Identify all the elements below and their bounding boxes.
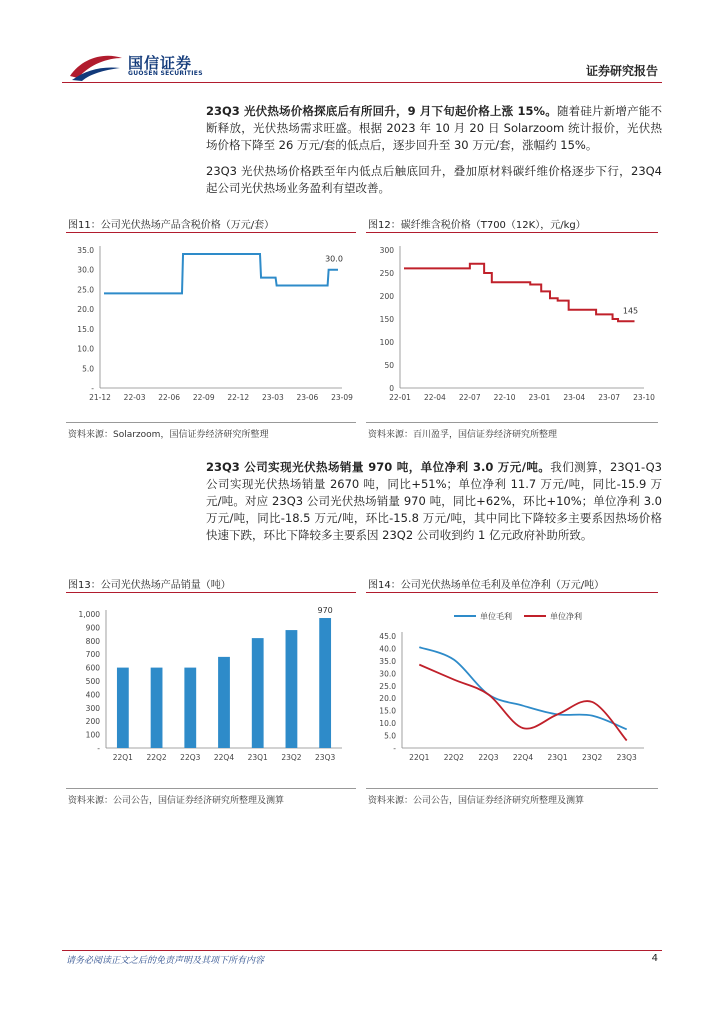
fig11-x-tick-label: 22-03 (123, 393, 146, 402)
paragraph-sales-volume (206, 459, 662, 544)
fig11-x-tick-label: 23-03 (261, 393, 284, 402)
fig14-y-tick-label: 25.0 (379, 681, 396, 691)
fig13-bar (319, 618, 331, 748)
fig12-y-tick-label: 50 (384, 361, 394, 370)
fig12-y-tick-label: 0 (389, 384, 394, 393)
fig11-x-tick-label: 23-09 (331, 393, 353, 402)
fig13-y-tick-label: 300 (85, 703, 100, 713)
fig14-x-tick-label: 23Q2 (582, 753, 603, 762)
fig12-x-tick-label: 23-01 (528, 393, 551, 402)
fig14-series-line-2 (419, 665, 626, 741)
fig13-x-tick-label: 22Q2 (146, 753, 167, 762)
page-number: 4 (651, 953, 658, 964)
fig11-source-rule (66, 422, 356, 423)
fig13-title: 图13：公司光伏热场产品销量（吨） (68, 580, 231, 591)
paragraph-body: 我们测算，23Q1-Q3 公司实现光伏热场销量 2670 吨，同比+51%；单位净利 11.7 万元/吨，同比-15.9 万元/吨。对应 23Q3 公司光伏热场销量 970 吨，同比+62%，环比+10%；单位净利 3.0 万元/吨，同比-18.5 万元/吨，环比-15.8 万元/吨，其中同比下降较多主要系因热场价格快速下跌，环比下降较多主要系因 23Q2 公司收到约 1 亿元政府补助所致。 (206, 460, 662, 542)
fig13-y-tick-label: 600 (85, 663, 100, 673)
fig13-x-tick-label: 23Q3 (315, 753, 336, 762)
paragraph-lead: 23Q3 公司实现光伏热场销量 970 吨，单位净利 3.0 万元/吨。 (206, 460, 551, 474)
fig13-y-tick-label: 700 (85, 650, 100, 660)
fig12-series-line (404, 264, 635, 322)
header-divider (62, 82, 662, 83)
fig13-y-tick-label: 500 (85, 677, 100, 686)
paragraph-price-rebound (206, 103, 662, 154)
fig11-x-tick-label: 22-12 (227, 393, 250, 402)
fig11-y-tick-label: 20.0 (77, 305, 94, 315)
fig14-y-tick-label: 45.0 (379, 632, 396, 641)
fig11-title-rule (66, 232, 356, 233)
fig13-source: 资料来源：公司公告，国信证券经济研究所整理及测算 (68, 796, 285, 806)
fig14-y-tick-label: 5.0 (384, 731, 396, 741)
fig13-bar (117, 668, 129, 748)
paragraph-body: 随着硅片新增产能不断释放，光伏热场需求旺盛。根据 2023 年 10 月 20 日 Solarzoom 统计报价，光伏热场价格下降至 26 万元/套的低点后，逐步回升至 30 万元/套，涨幅约 15%。 (206, 104, 662, 152)
fig14-y-tick-label: 35.0 (379, 656, 396, 666)
fig13-x-tick-label: 22Q1 (112, 753, 133, 762)
fig11-title: 图11：公司光伏热场产品含税价格（万元/套） (68, 220, 275, 231)
fig14-x-tick-label: 22Q3 (478, 753, 499, 762)
fig12-source: 资料来源：百川盈孚，国信证券经济研究所整理 (368, 430, 558, 440)
paragraph-lead: 23Q3 光伏热场价格探底后有所回升，9 月下旬起价格上涨 15%。 (206, 104, 557, 118)
fig11-x-tick-label: 22-09 (192, 393, 215, 402)
fig11-y-tick-label: 30.0 (77, 265, 94, 275)
fig11-y-tick-label: 15.0 (77, 324, 94, 334)
fig11-y-tick-label: - (91, 384, 94, 393)
fig11-chart (66, 236, 356, 416)
fig14-title: 图14：公司光伏热场单位毛利及单位净利（万元/吨） (368, 580, 605, 591)
fig12-x-tick-label: 23-10 (633, 393, 655, 402)
fig12-x-tick-label: 22-04 (423, 393, 446, 402)
fig13-source-rule (66, 788, 356, 789)
fig12-x-tick-label: 22-10 (493, 393, 516, 402)
fig11-y-tick-label: 10.0 (77, 344, 94, 354)
fig12-title: 图12：碳纤维含税价格（T700（12K），元/kg） (368, 220, 586, 231)
fig13-title-rule (66, 592, 356, 593)
fig13-y-tick-label: - (97, 744, 100, 753)
fig14-y-tick-label: 40.0 (379, 644, 396, 654)
fig13-data-label: 970 (317, 606, 333, 616)
fig14-x-tick-label: 22Q2 (443, 753, 464, 762)
fig13-y-tick-label: 800 (85, 636, 100, 646)
fig14-chart (366, 596, 658, 776)
fig13-x-tick-label: 23Q1 (247, 753, 268, 762)
fig14-series-line-1 (419, 647, 626, 729)
fig12-x-tick-label: 22-07 (458, 393, 481, 402)
fig12-title-rule (366, 232, 658, 233)
fig11-series-line (104, 254, 338, 293)
fig13-y-tick-label: 400 (85, 690, 100, 700)
fig13-y-tick-label: 1,000 (78, 610, 100, 619)
fig14-title-rule (366, 592, 658, 593)
fig14-legend-label: 单位净利 (550, 612, 582, 621)
fig12-y-tick-label: 250 (379, 269, 394, 278)
fig14-source: 资料来源：公司公告，国信证券经济研究所整理及测算 (368, 796, 585, 806)
fig12-y-tick-label: 200 (379, 292, 394, 301)
fig14-y-tick-label: 20.0 (379, 694, 396, 704)
fig11-y-tick-label: 35.0 (77, 246, 94, 255)
fig14-y-tick-label: 15.0 (379, 706, 396, 716)
fig11-x-tick-label: 21-12 (89, 393, 111, 402)
fig14-y-tick-label: 10.0 (379, 719, 396, 729)
fig13-bar (184, 668, 196, 748)
fig12-y-tick-label: 100 (379, 338, 394, 347)
fig13-bar (218, 657, 230, 748)
fig13-x-tick-label: 22Q4 (213, 753, 235, 762)
fig14-y-tick-label: - (393, 744, 396, 753)
logo-mark-icon (68, 50, 124, 82)
fig11-data-label: 30.0 (325, 254, 343, 264)
fig14-x-tick-label: 23Q1 (547, 753, 568, 762)
fig14-source-rule (366, 788, 658, 789)
fig12-y-tick-label: 300 (379, 246, 394, 255)
logo-text-cn: 国信证券 (128, 54, 193, 72)
paragraph-outlook: 23Q3 光伏热场价格跌至年内低点后触底回升，叠加原材料碳纤维价格逐步下行，23Q4 起公司光伏热场业务盈利有望改善。 (206, 164, 662, 195)
footer-disclaimer: 请务必阅读正文之后的免责声明及其项下所有内容 (66, 956, 265, 966)
fig14-legend-label: 单位毛利 (480, 612, 512, 621)
fig14-x-tick-label: 22Q4 (512, 753, 534, 762)
fig13-y-tick-label: 900 (85, 623, 100, 633)
fig11-x-tick-label: 22-06 (158, 393, 181, 402)
fig12-y-tick-label: 150 (379, 315, 394, 324)
fig12-x-tick-label: 23-04 (563, 393, 586, 402)
fig13-chart (66, 596, 356, 776)
fig14-y-tick-label: 30.0 (379, 669, 396, 679)
fig13-y-tick-label: 100 (85, 730, 100, 740)
fig12-x-tick-label: 23-07 (598, 393, 621, 402)
fig14-x-tick-label: 23Q3 (616, 753, 637, 762)
report-type: 证券研究报告 (585, 64, 658, 78)
footer-divider (62, 950, 662, 951)
fig11-y-tick-label: 5.0 (82, 364, 94, 374)
fig11-source: 资料来源：Solarzoom，国信证券经济研究所整理 (68, 430, 269, 440)
fig13-bar (252, 638, 264, 748)
logo-text-en: GUOSEN SECURITIES (128, 70, 203, 77)
fig14-x-tick-label: 22Q1 (409, 753, 430, 762)
fig13-x-tick-label: 22Q3 (180, 753, 201, 762)
fig11-y-tick-label: 25.0 (77, 285, 94, 295)
fig11-x-tick-label: 23-06 (296, 393, 319, 402)
fig12-chart (366, 236, 658, 416)
fig13-bar (151, 668, 163, 748)
fig13-bar (286, 630, 298, 748)
fig12-source-rule (366, 422, 658, 423)
fig13-x-tick-label: 23Q2 (281, 753, 302, 762)
fig12-x-tick-label: 22-01 (389, 393, 411, 402)
fig12-data-label: 145 (622, 306, 639, 316)
fig13-y-tick-label: 200 (85, 717, 100, 727)
logo (68, 50, 124, 82)
